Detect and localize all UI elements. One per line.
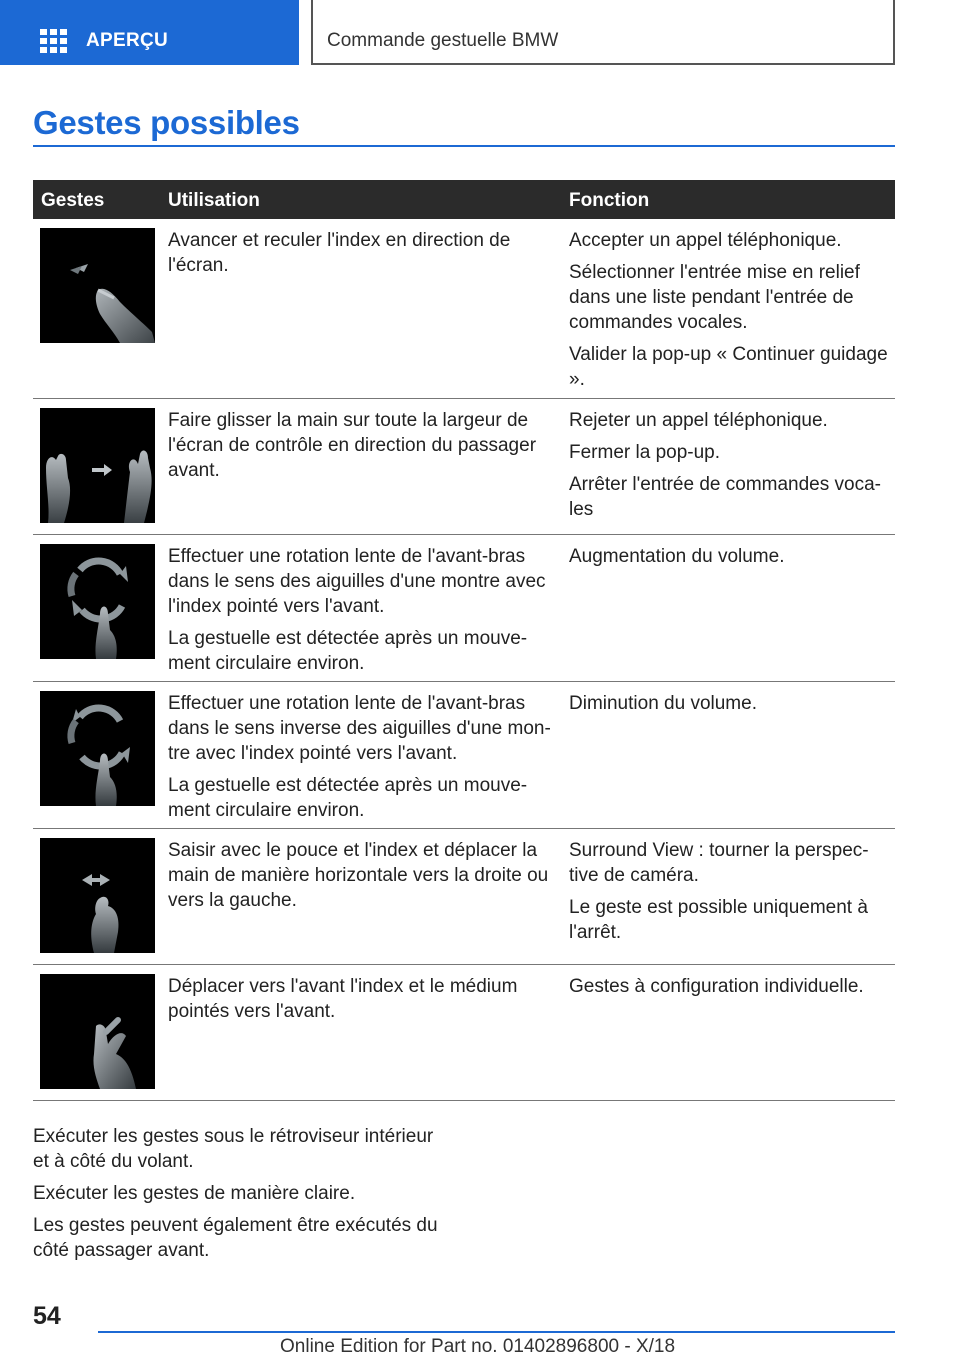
table-header [33,180,895,219]
function-text: Rejeter un appel téléphonique. [569,410,828,431]
table-row [33,682,895,829]
function-cell [569,408,891,529]
rotate-clockwise-gesture-icon [40,544,155,659]
page-number: 54 [33,1302,61,1330]
page-title: Gestes possibles [33,104,300,141]
function-text: Valider la pop-up « Continuer guidage ». [569,344,888,390]
usage-text: Effectuer une rotation lente de l'avant-bras dans le sens inverse des aiguilles d'une mon-tre avec l'index pointé vers l'avant. [168,693,551,764]
notes-section [33,1124,453,1270]
note-text: Les gestes peuvent également être exécutés du côté passager avant. [33,1215,438,1261]
table-row [33,535,895,682]
point-forward-gesture-icon [40,228,155,343]
function-text: Sélectionner l'entrée mise en relief dans une liste pendant l'entrée de commandes vocales. [569,262,860,333]
function-text: Le geste est possible uniquement à l'arrêt. [569,897,868,943]
edition-text: Online Edition for Part no. 01402896800 - X/18 [280,1336,676,1357]
function-cell [569,974,891,1006]
function-cell [569,691,891,723]
title-divider [33,145,895,147]
function-cell [569,838,891,952]
function-text: Fermer la pop-up. [569,442,721,463]
pinch-move-gesture-icon [40,838,155,953]
two-finger-point-gesture-icon [40,974,155,1089]
usage-text: La gestuelle est détectée après un mouve-ment circulaire environ. [168,628,528,674]
usage-text: Saisir avec le pouce et l'index et déplacer la main de manière horizontale vers la droite ou vers la gauche. [168,840,549,911]
swipe-hand-gesture-icon [40,408,155,523]
grid-menu-icon[interactable] [40,29,67,53]
section-tab[interactable] [0,0,299,65]
rotate-counterclockwise-gesture-icon [40,691,155,806]
usage-text: Faire glisser la main sur toute la largeur de l'écran de contrôle en direction du passager avant. [168,410,537,481]
gestures-table [33,180,895,1101]
table-row [33,219,895,399]
function-text: Augmentation du volume. [569,546,785,567]
note-text: Exécuter les gestes sous le rétroviseur intérieur et à côté du volant. [33,1126,434,1172]
chapter-tab[interactable] [311,0,895,65]
usage-cell [168,691,551,830]
usage-text: Déplacer vers l'avant l'index et le médium pointés vers l'avant. [168,976,518,1022]
section-label: APERÇU [86,30,169,51]
table-row [33,965,895,1101]
usage-cell [168,838,551,920]
usage-cell [168,974,551,1031]
function-cell [569,228,891,399]
usage-cell [168,228,551,285]
usage-text: Effectuer une rotation lente de l'avant-bras dans le sens des aiguilles d'une montre avec l'index pointé vers l'avant. [168,546,546,617]
chapter-label: Commande gestuelle BMW [327,30,559,51]
header-gestes: Gestes [41,190,105,211]
function-text: Surround View : tourner la perspec-tive de caméra. [569,840,869,886]
function-text: Gestes à configuration individuelle. [569,976,864,997]
footer-divider [98,1331,895,1333]
function-text: Accepter un appel téléphonique. [569,230,842,251]
header-utilisation: Utilisation [168,190,260,211]
usage-cell [168,408,551,490]
function-text: Arrêter l'entrée de commandes voca-les [569,474,881,520]
table-row [33,829,895,965]
usage-cell [168,544,551,683]
note-text: Exécuter les gestes de manière claire. [33,1183,356,1204]
usage-text: La gestuelle est détectée après un mouve-ment circulaire environ. [168,775,528,821]
header-fonction: Fonction [569,190,650,211]
function-text: Diminution du volume. [569,693,757,714]
usage-text: Avancer et reculer l'index en direction de l'écran. [168,230,511,276]
table-row [33,399,895,535]
function-cell [569,544,891,576]
